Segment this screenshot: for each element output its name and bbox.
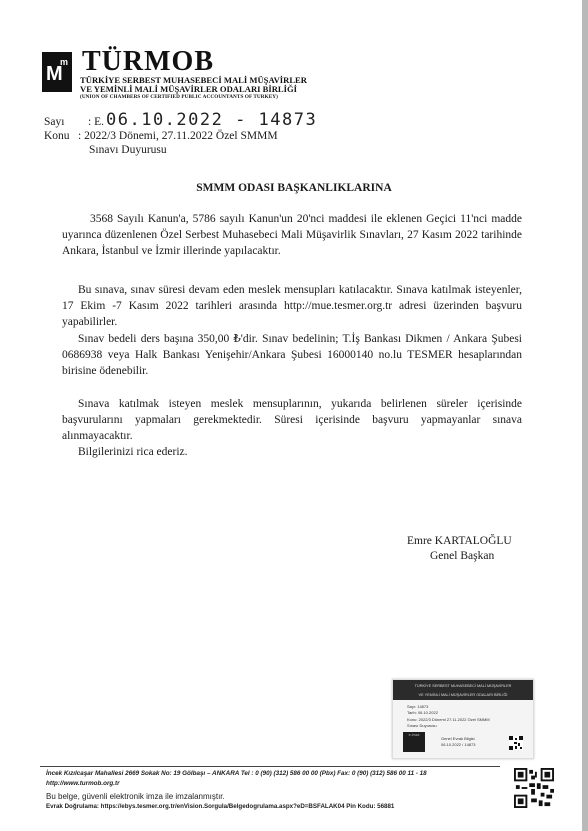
signer-title: Genel Başkan (430, 550, 495, 562)
stamp-konu: Konu: 2022/3 Dönemi 27.11.2022 Özel SMMM (407, 717, 490, 722)
stamp-header (393, 680, 533, 700)
stamp-header-line-2: VE YEMİNLİ MALİ MÜŞAVİRLER ODALARI BİRLİĞİ (418, 693, 508, 697)
konu-line-2: Sınavı Duyurusu (89, 144, 167, 156)
stamp-qr-code-icon (509, 736, 523, 750)
organization-subtitle-2: VE YEMİNLİ MALİ MÜŞAVİRLER ODALARI BİRLİĞİ (80, 84, 298, 94)
stamp-signature-block (403, 732, 425, 752)
footer-website-link[interactable]: http://www.turmob.org.tr (46, 780, 120, 787)
stamp-dark-text: e-imza (408, 733, 420, 737)
footer-divider (40, 766, 500, 767)
stamp-header-line-1: TÜRKİYE SERBEST MUHASEBECİ MALİ MÜŞAVİRLER (414, 684, 512, 688)
paragraph-3-text: Sınav bedeli ders başına 350,00 ₺'dir. Sınav bedelinin; T.İş Bankası Dikmen / Ankara Şubesi 0686938 veya Halk Bankası Yenişehir/Ankara Şubesi 16000140 no.lu TESMER hesaplarından birisine ödenebilir. (62, 333, 522, 377)
sayi-handwritten-number: 06.10.2022 - 14873 (106, 110, 318, 130)
paragraph-1 (62, 211, 522, 259)
sayi-label: Sayı (44, 116, 65, 128)
stamp-signer-date: 06.10.2022 / 14873 (441, 742, 476, 747)
konu-line-1: : 2022/3 Dönemi, 27.11.2022 Özel SMMM (78, 130, 278, 142)
stamp-signer: Genel Evrak Bilgisi (441, 736, 475, 741)
e-signature-stamp (392, 679, 534, 759)
paragraph-3 (62, 331, 522, 379)
footer-address: İncek Kızılcaşar Mahallesi 2669 Sokak No: 19 Gölbaşı – ANKARA Tel : 0 (90) (312) 586 00 00 (Pbx) Fax: 0 (90) (312) 586 00 11 - 18 (46, 770, 427, 777)
konu-label: Konu (44, 130, 70, 142)
organization-subtitle-english: (UNION OF CHAMBERS OF CERTIFIED PUBLIC ACCOUNTANTS OF TURKEY) (80, 94, 278, 100)
stamp-konu-2: Sınavı Duyurusu (407, 723, 437, 728)
paragraph-1-text: 3568 Sayılı Kanun'a, 5786 sayılı Kanun'un 20'nci maddesi ile eklenen Geçici 11'nci madde uyarınca düzenlenen Özel Serbest Muhasebeci Mali Müşavirlik Sınavları, 27 Kasım 2022 tarihinde Ankara, İstanbul ve İzmir illerinde yapılacaktır. (62, 213, 522, 257)
logo-letter: M (46, 63, 63, 85)
stamp-tarih: Tarih: 06.10.2022 (407, 710, 438, 715)
organization-name: TÜRMOB (82, 46, 214, 77)
sayi-prefix: : E. (88, 116, 104, 128)
paragraph-5 (62, 444, 522, 460)
salutation: SMMM ODASI BAŞKANLIKLARINA (196, 182, 392, 194)
paragraph-2-text: Bu sınava, sınav süresi devam eden meslek mensupları katılacaktır. Sınava katılmak isteyenler, 17 Ekim -7 Kasım 2022 tarihleri arasında http://mue.tesmer.org.tr adresi üzerinden başvuru yapabilirler. (62, 284, 522, 328)
paragraph-4 (62, 396, 522, 444)
paragraph-2 (62, 282, 522, 330)
scan-edge-shadow (582, 0, 588, 831)
logo-superscript: m (60, 57, 69, 67)
signer-name: Emre KARTALOĞLU (407, 535, 512, 547)
footer-verification-link[interactable]: Evrak Doğrulama: https://ebys.tesmer.org.tr/enVision.Sorgula/Belgedogrulama.aspx?eD=BSFALAK04 Pin Kodu: 56881 (46, 803, 395, 810)
paragraph-5-text: Bilgilerinizi rica ederiz. (78, 446, 188, 458)
verification-qr-code-icon (514, 768, 554, 808)
turmob-logo-mark (42, 52, 72, 92)
paragraph-4-text: Sınava katılmak isteyen meslek mensuplarının, yukarıda belirlenen süreler içerisinde başvurularını yapmaları gerekmektedir. Süresi içerisinde başvuru yapmayanlar sınava alınmayacaktır. (62, 398, 522, 442)
footer-esignature-note: Bu belge, güvenli elektronik imza ile imzalanmıştır. (46, 792, 225, 801)
organization-subtitle-1: TÜRKİYE SERBEST MUHASEBECİ MALİ MÜŞAVİRLER (80, 75, 307, 85)
stamp-sayi: Sayı: 14873 (407, 704, 429, 709)
